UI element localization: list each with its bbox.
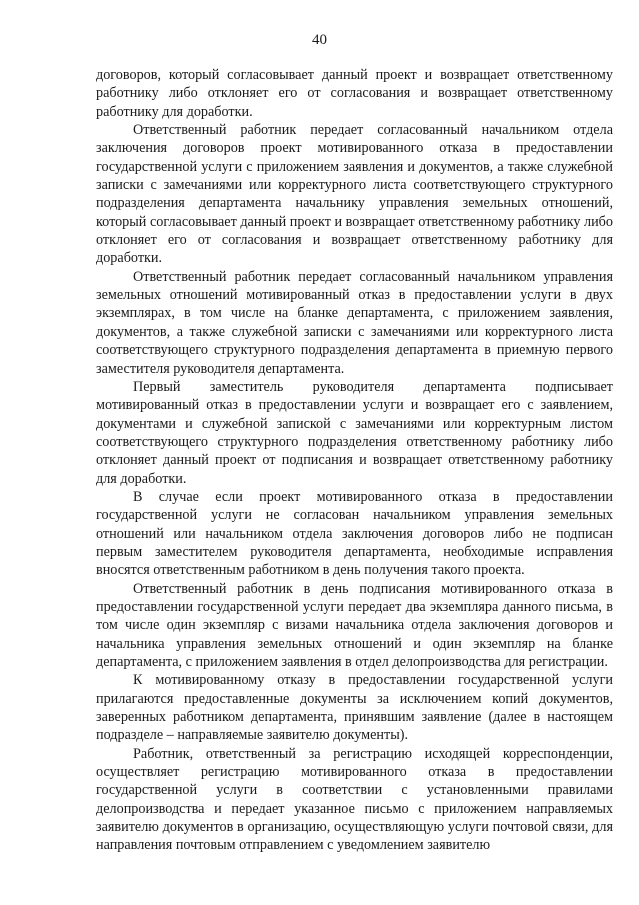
paragraph-3: Ответственный работник передает согласованный начальником управления земельных отношений мотивированный отказ в предоставлении услуги в двух экземплярах, в том числе на бланке департамента, с приложением заявления, документов, а также служебной записки с замечаниями или корректурного листа соответствующего структурного подразделения департамента в приемную первого заместителя руководителя департамента. <box>96 268 613 377</box>
paragraph-8: Работник, ответственный за регистрацию исходящей корреспонденции, осуществляет регистрацию мотивированного отказа в предоставлении государственной услуги в соответствии с установленными правилами делопроизводства и передает указанное письмо с приложением направляемых заявителю документов в организацию, осуществляющую услуги почтовой связи, для направления почтовым отправлением с уведомлением заявителю <box>96 745 613 854</box>
paragraph-7: К мотивированному отказу в предоставлении государственной услуги прилагаются предоставленные документы за исключением копий документов, заверенных работником департамента, принявшим заявление (далее в настоящем подразделе – направляемые заявителю документы). <box>96 672 613 744</box>
paragraph-6: Ответственный работник в день подписания мотивированного отказа в предоставлении государственной услуги передает два экземпляра данного письма, в том числе один экземпляр с визами начальника отдела заключения договоров и начальника управления земельных отношений и один экземпляр на бланке департамента, с приложением заявления в отдел делопроизводства для регистрации. <box>96 580 613 670</box>
paragraph-5: В случае если проект мотивированного отказа в предоставлении государственной услуги не согласован начальником управления земельных отношений или начальником отдела заключения договоров либо не подписан первым заместителем руководителя департамента, необходимые исправления вносятся ответственным работником в день получения такого проекта. <box>96 488 613 579</box>
paragraph-1: договоров, который согласовывает данный проект и возвращает ответственному работнику либо отклоняет его от согласования и возвращает ответственному работнику для доработки. <box>96 67 613 120</box>
paragraph-4: Первый заместитель руководителя департамента подписывает мотивированный отказ в предоставлении услуги и возвращает его с заявлением, документами и служебной запиской с замечаниями или корректурным листом соответствующего структурного подразделения ответственному работнику либо отклоняет данный проект от подписания и возвращает ответственному работнику для доработки. <box>96 378 613 487</box>
document-body <box>96 66 613 855</box>
paragraph-2: Ответственный работник передает согласованный начальником отдела заключения договоров проект мотивированного отказа в предоставлении государственной услуги с приложением заявления и документов, а также служебной записки с замечаниями или корректурного листа соответствующего структурного подразделения департамента начальнику управления земельных отношений, который согласовывает данный проект и возвращает ответственному работнику либо отклоняет его от согласования и возвращает ответственному работнику для доработки. <box>96 122 613 267</box>
page-number: 40 <box>312 32 327 48</box>
